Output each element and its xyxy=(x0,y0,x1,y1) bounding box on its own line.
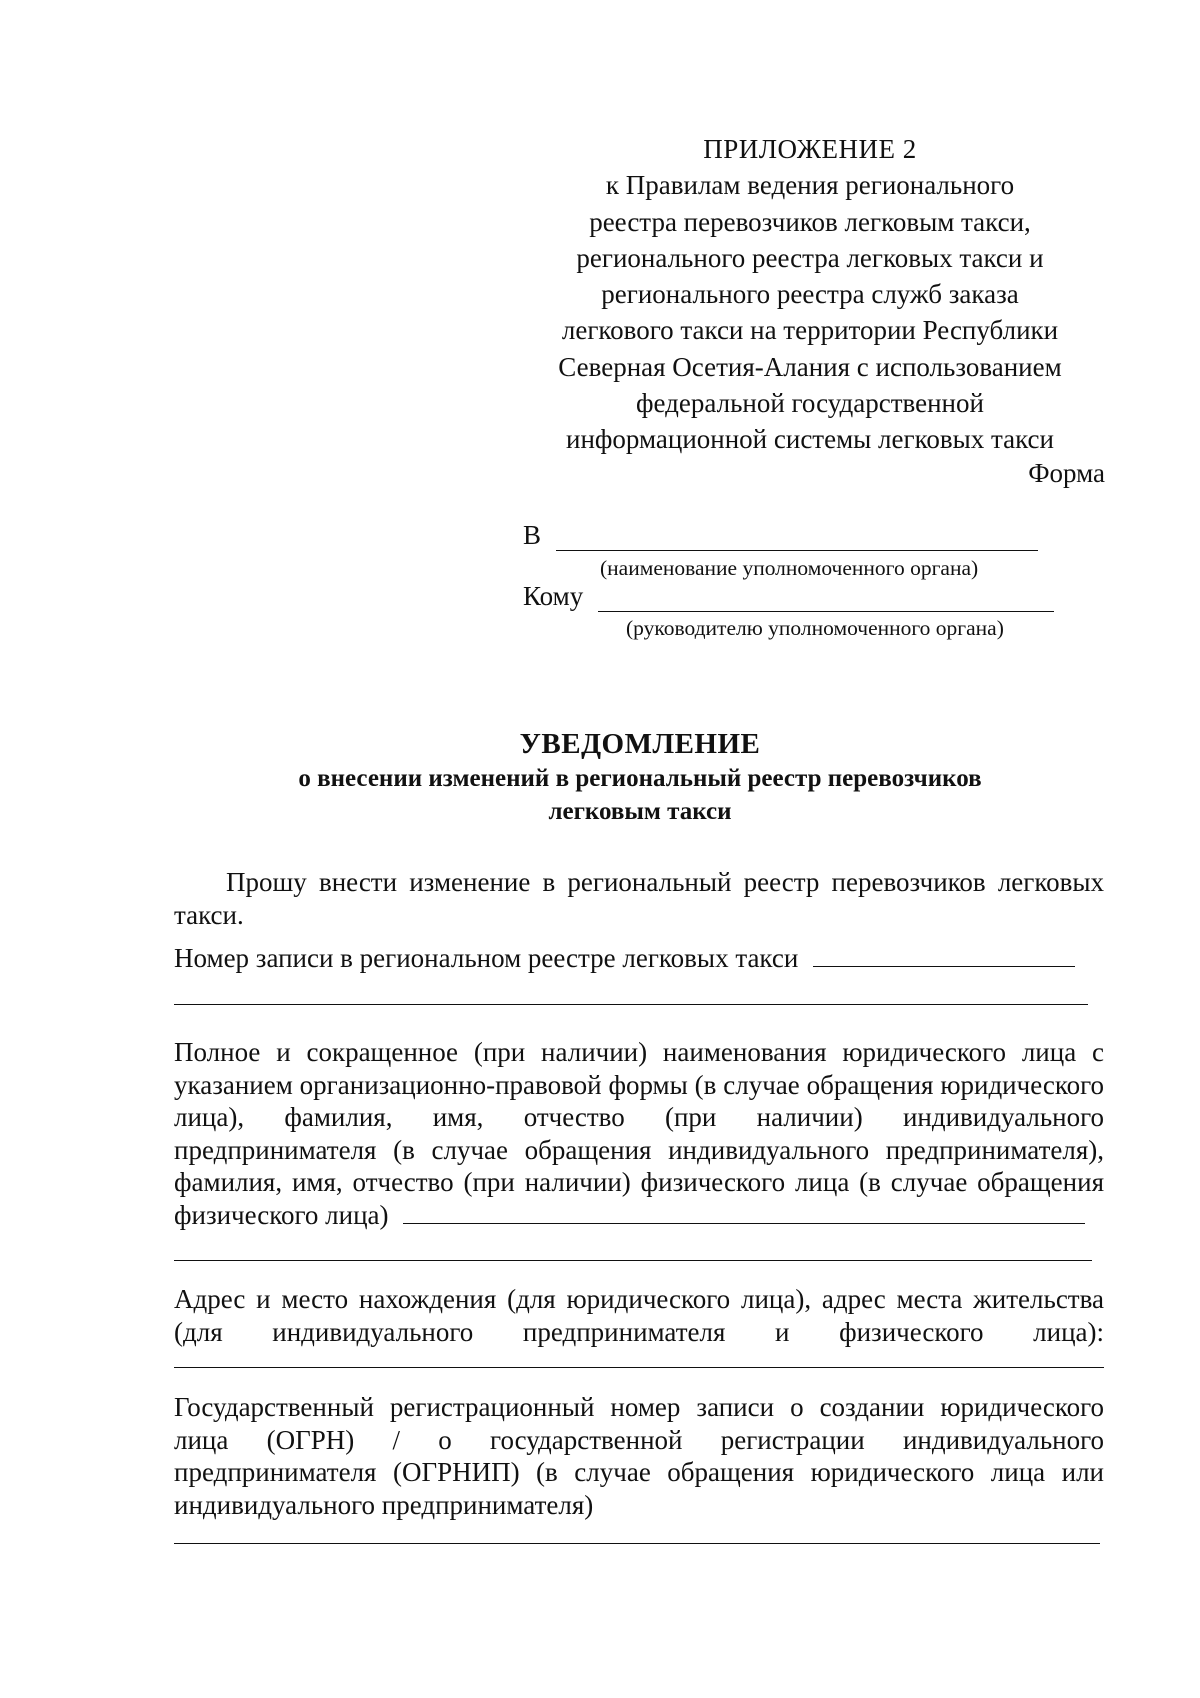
appendix-line: легкового такси на территории Республики xyxy=(561,315,1059,346)
document-heading xyxy=(0,726,1200,828)
name-field[interactable] xyxy=(403,1222,1085,1224)
name-field-paragraph xyxy=(174,1036,1104,1232)
record-number-label: Номер записи в региональном реестре легковых такси xyxy=(174,943,799,973)
address-field[interactable] xyxy=(174,1367,1104,1368)
record-number-row xyxy=(174,942,1104,975)
to-org-field[interactable] xyxy=(556,550,1038,551)
name-field-label: Полное и сокращенное (при наличии) наименования юридического лица с указанием организационно-правовой формы (в случае обращения юридического лица), фамилия, имя, отчество (при наличии) индивидуального предпринимателя (в случае обращения индивидуального предпринимателя), фамилия, имя, отчество (при наличии) физического лица (в случае обращения физического лица) xyxy=(174,1037,1104,1230)
appendix-line: информационной системы легковых такси xyxy=(566,424,1054,455)
ogrn-field[interactable] xyxy=(174,1543,1100,1544)
record-number-continuation-line[interactable] xyxy=(174,1004,1088,1005)
appendix-title: ПРИЛОЖЕНИЕ 2 xyxy=(703,134,917,164)
record-number-field[interactable] xyxy=(813,965,1075,967)
heading-subtitle: легковым такси xyxy=(548,798,732,825)
heading-title: УВЕДОМЛЕНИЕ xyxy=(519,728,761,760)
appendix-line: реестра перевозчиков легковым такси, xyxy=(589,206,1031,237)
to-org-label: В xyxy=(523,520,542,550)
to-person-field[interactable] xyxy=(598,611,1054,612)
appendix-line: регионального реестра легковых такси и xyxy=(576,242,1044,273)
appendix-line: Северная Осетия-Алания с использованием xyxy=(558,351,1062,382)
form-label: Форма xyxy=(1028,458,1105,488)
ogrn-field-label: Государственный регистрационный номер записи о создании юридического лица (ОГРН) / о государственной регистрации индивидуального предпринимателя (ОГРНИП) (в случае обращения юридического лица или индивидуального предпринимателя) xyxy=(174,1392,1104,1520)
to-org-hint: (наименование уполномоченного органа) xyxy=(600,556,979,580)
request-paragraph: Прошу внести изменение в региональный реестр перевозчиков легковых такси. xyxy=(174,867,1104,930)
appendix-block xyxy=(520,131,1100,458)
appendix-line: регионального реестра служб заказа xyxy=(601,279,1019,310)
name-field-continuation-line[interactable] xyxy=(174,1260,1092,1261)
to-person-hint: (руководителю уполномоченного органа) xyxy=(626,616,1004,640)
heading-subtitle: о внесении изменений в региональный реестр перевозчиков xyxy=(298,765,982,792)
appendix-line: федеральной государственной xyxy=(636,388,984,419)
to-person-label: Кому xyxy=(523,581,584,611)
address-field-label: Адрес и место нахождения (для юридического лица), адрес места жительства (для индивидуального предпринимателя и физического лица): xyxy=(174,1284,1104,1347)
appendix-line: к Правилам ведения регионального xyxy=(605,170,1015,201)
